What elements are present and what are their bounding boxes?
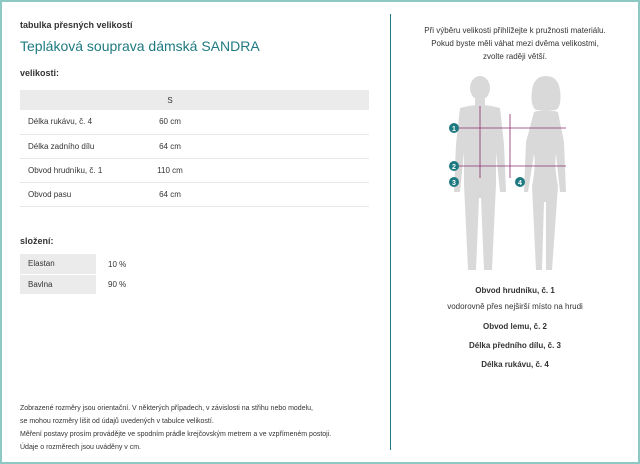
female-figure-silhouette [524,76,566,270]
note-line: Zobrazené rozměry jsou orientační. V některých případech, v závislosti na střihu nebo modelu, [20,405,313,412]
row-name: Obvod hrudníku, č. 1 [20,158,140,182]
legend-title-hem: Obvod lemu, č. 2 [482,322,547,331]
marker-3 [449,177,459,187]
legend-title-chest: Obvod hrudníku, č. 1 [475,286,555,295]
body-measurement-diagram [440,74,580,274]
table-row [20,110,369,134]
row-value: 110 cm [140,158,200,182]
table-row [20,134,369,158]
table-row [20,158,369,182]
measurement-note [20,402,380,454]
composition-label: složení: [20,236,54,246]
material-name: Bavlna [20,274,96,294]
row-value: 64 cm [140,182,200,206]
size-table-header [20,90,369,110]
marker-label: 3 [452,180,456,187]
note-line: Údaje o rozměrech jsou uváděny v cm. [20,444,141,451]
legend-title-front-length: Délka předního dílu, č. 3 [468,341,562,350]
marker-2 [449,161,459,171]
advice-line: zvolte raději větší. [482,52,548,61]
size-column-header: S [140,90,200,110]
note-line: se mohou rozměry lišit od údajů uvedených v tabulce velikostí. [20,418,214,425]
composition-table [20,254,156,295]
marker-4 [515,177,525,187]
material-percent: 10 % [108,259,127,269]
advice-line: Pokud byste měli váhat mezi dvěma velikostmi, [431,39,599,48]
table-row [20,182,369,206]
material-percent: 90 % [108,279,127,289]
note-line: Měření postavy prosím provádějte ve spodním prádle krejčovským metrem a ve vzpřímeném postoji. [20,431,332,438]
size-advice [400,24,630,63]
sizes-label: velikosti: [20,68,60,78]
legend-title-sleeve: Délka rukávu, č. 4 [481,360,549,369]
divider [390,14,391,450]
row-value: 60 cm [140,110,200,134]
table-row [20,274,156,294]
size-table [20,90,369,207]
row-value: 64 cm [140,134,200,158]
marker-label: 1 [452,126,456,133]
marker-label: 4 [518,180,522,187]
row-name: Délka rukávu, č. 4 [20,110,140,134]
row-name: Délka zadního dílu [20,134,140,158]
table-row [20,254,156,274]
header [20,20,370,54]
advice-line: Při výběru velikosti přihlížejte k pružnosti materiálu. [424,26,606,35]
marker-label: 2 [452,164,456,171]
page-subtitle: tabulka přesných velikostí [20,20,133,30]
row-name: Obvod pasu [20,182,140,206]
legend-desc-chest: vodorovně přes nejširší místo na hrudi [447,302,583,311]
material-name: Elastan [20,254,96,274]
marker-1 [449,123,459,133]
page-title: Tepláková souprava dámská SANDRA [20,38,260,54]
